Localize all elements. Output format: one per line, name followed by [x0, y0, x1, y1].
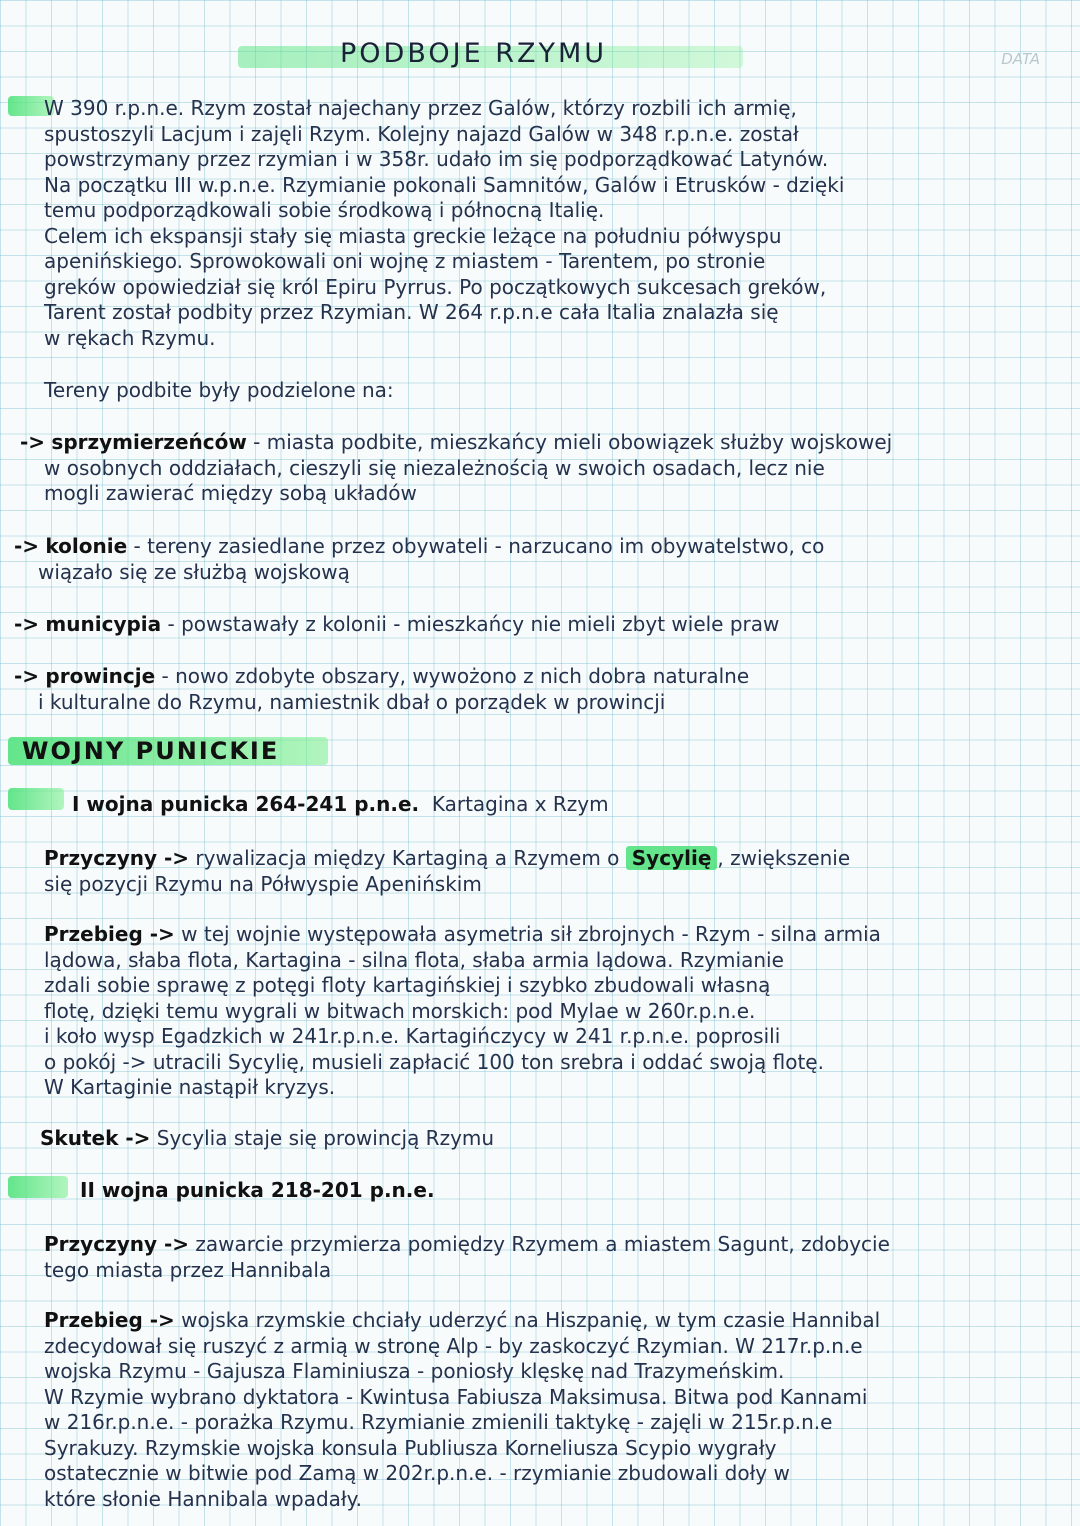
war2-course: [44, 1308, 1044, 1512]
intro-line: Tarent został podbity przez Rzymian. W 264 r.p.n.e cała Italia znalazła się: [44, 300, 779, 324]
causes-text: tego miasta przez Hannibala: [44, 1257, 332, 1282]
course-text: o pokój -> utracili Sycylię, musieli zapłacić 100 ton srebra i oddać swoją flotę.: [44, 1049, 824, 1074]
arrow-icon: ->: [20, 430, 46, 454]
category-text: - miasta podbite, mieszkańcy mieli obowiązek służby wojskowej: [246, 430, 893, 454]
war1-causes: [44, 846, 1044, 897]
war2-highlight: [8, 1176, 68, 1198]
category-term: prowincje: [45, 664, 156, 688]
course-text: i koło wysp Egadzkich w 241r.p.n.e. Kartagińczycy w 241 r.p.n.e. poprosili: [44, 1024, 781, 1048]
divided-intro: Tereny podbite były podzielone na:: [44, 378, 394, 402]
page-title: PODBOJE RZYMU: [340, 38, 608, 69]
category-text: w osobnych oddziałach, cieszyli się niezależnością w swoich osadach, lecz nie: [44, 455, 825, 480]
course-text: flotę, dzięki temu wygrali w bitwach morskich: pod Mylae w 260r.p.n.e.: [44, 998, 756, 1023]
course-text: wojska Rzymu - Gajusza Flaminiusza - poniosły klęskę nad Trazymeńskim.: [44, 1359, 785, 1383]
effect-label: Skutek ->: [40, 1126, 151, 1150]
highlighted-term: Sycylię: [626, 846, 718, 870]
course-text: w tej wojnie występowała asymetria sił zbrojnych - Rzym - silna armia: [181, 922, 881, 946]
causes-text: , zwiększenie: [717, 846, 851, 870]
war1-effect: [40, 1126, 1040, 1152]
category-text: i kulturalne do Rzymu, namiestnik dbał o porządek w prowincji: [38, 689, 666, 714]
course-text: W Kartaginie nastąpił kryzys.: [44, 1075, 336, 1099]
causes-label: Przyczyny ->: [44, 846, 190, 870]
course-text: lądowa, słaba flota, Kartagina - silna flota, słaba armia lądowa. Rzymianie: [44, 947, 784, 972]
arrow-icon: ->: [14, 612, 40, 636]
course-text: które słonie Hannibala wpadały.: [44, 1486, 362, 1511]
category-term: municypia: [45, 612, 162, 636]
course-label: Przebieg ->: [44, 922, 175, 946]
war1-highlight: [8, 788, 64, 810]
course-text: wojska rzymskie chciały uderzyć na Hiszpanię, w tym czasie Hannibal: [181, 1308, 881, 1332]
intro-line: W 390 r.p.n.e. Rzym został najechany przez Galów, którzy rozbili ich armię,: [44, 96, 797, 120]
course-text: Syrakuzy. Rzymskie wojska konsula Publiusza Korneliusza Scypio wygrały: [44, 1435, 777, 1460]
intro-paragraph: [44, 96, 1044, 351]
category-prowincje: [14, 664, 1014, 715]
intro-line: apenińskiego. Sprowokowali oni wojnę z miastem - Tarentem, po stronie: [44, 249, 766, 273]
causes-text: rywalizacja między Kartaginą a Rzymem o: [195, 846, 620, 870]
course-text: W Rzymie wybrano dyktatora - Kwintusa Fabiusza Maksimusa. Bitwa pod Kannami: [44, 1384, 868, 1409]
category-text: - powstawały z kolonii - mieszkańcy nie mieli zbyt wiele praw: [161, 612, 780, 636]
intro-line: w rękach Rzymu.: [44, 325, 216, 350]
war1-versus: Kartagina x Rzym: [431, 792, 609, 816]
intro-line: temu podporządkowali sobie środkową i północną Italię.: [44, 198, 605, 222]
war1-heading: [72, 792, 1072, 818]
arrow-icon: ->: [14, 664, 40, 688]
intro-line: Na początku III w.p.n.e. Rzymianie pokonali Samnitów, Galów i Etrusków - dzięki: [44, 172, 845, 197]
category-sprzymierzency: [20, 430, 1020, 507]
causes-label: Przyczyny ->: [44, 1232, 190, 1256]
war1-course: [44, 922, 1044, 1101]
arrow-icon: ->: [14, 534, 40, 558]
category-text: wiązało się ze służbą wojskową: [38, 559, 350, 584]
category-text: mogli zawierać między sobą układów: [44, 481, 417, 505]
section-title: WOJNY PUNICKIE: [22, 737, 280, 765]
category-text: - nowo zdobyte obszary, wywożono z nich dobra naturalne: [155, 664, 750, 688]
course-text: ostatecznie w bitwie pod Zamą w 202r.p.n.e. - rzymianie zbudowali doły w: [44, 1461, 790, 1485]
course-text: zdecydował się ruszyć z armią w stronę Alp - by zaskoczyć Rzymian. W 217r.p.n.e: [44, 1333, 863, 1358]
corner-note: DATA: [1001, 50, 1040, 68]
category-kolonie: [14, 534, 1014, 585]
category-term: kolonie: [45, 534, 128, 558]
causes-text: się pozycji Rzymu na Półwyspie Apenińskim: [44, 871, 482, 896]
war2-causes: [44, 1232, 1044, 1283]
course-label: Przebieg ->: [44, 1308, 175, 1332]
intro-line: spustoszyli Lacjum i zajęli Rzym. Kolejny najazd Galów w 348 r.p.n.e. został: [44, 121, 799, 146]
course-text: zdali sobie sprawę z potęgi floty kartagińskiej i szybko zbudowali własną: [44, 973, 771, 997]
intro-line: Celem ich ekspansji stały się miasta greckie leżące na południu półwyspu: [44, 223, 782, 248]
intro-line: powstrzymany przez rzymian i w 358r. udało im się podporządkować Latynów.: [44, 147, 829, 171]
causes-text: zawarcie przymierza pomiędzy Rzymem a miastem Sagunt, zdobycie: [195, 1232, 890, 1256]
war2-heading: [80, 1178, 1080, 1204]
category-text: - tereny zasiedlane przez obywateli - narzucano im obywatelstwo, co: [127, 534, 825, 558]
category-municypia: [14, 612, 1014, 638]
war2-title: II wojna punicka 218-201 p.n.e.: [80, 1178, 435, 1202]
war1-title: I wojna punicka 264-241 p.n.e.: [72, 792, 420, 816]
course-text: w 216r.p.n.e. - porażka Rzymu. Rzymianie zmienili taktykę - zajęli w 215r.p.n.e: [44, 1410, 833, 1434]
effect-text: Sycylia staje się prowincją Rzymu: [156, 1126, 495, 1150]
category-term: sprzymierzeńców: [51, 430, 247, 454]
intro-line: greków opowiedział się król Epiru Pyrrus. Po początkowych sukcesach greków,: [44, 274, 827, 299]
